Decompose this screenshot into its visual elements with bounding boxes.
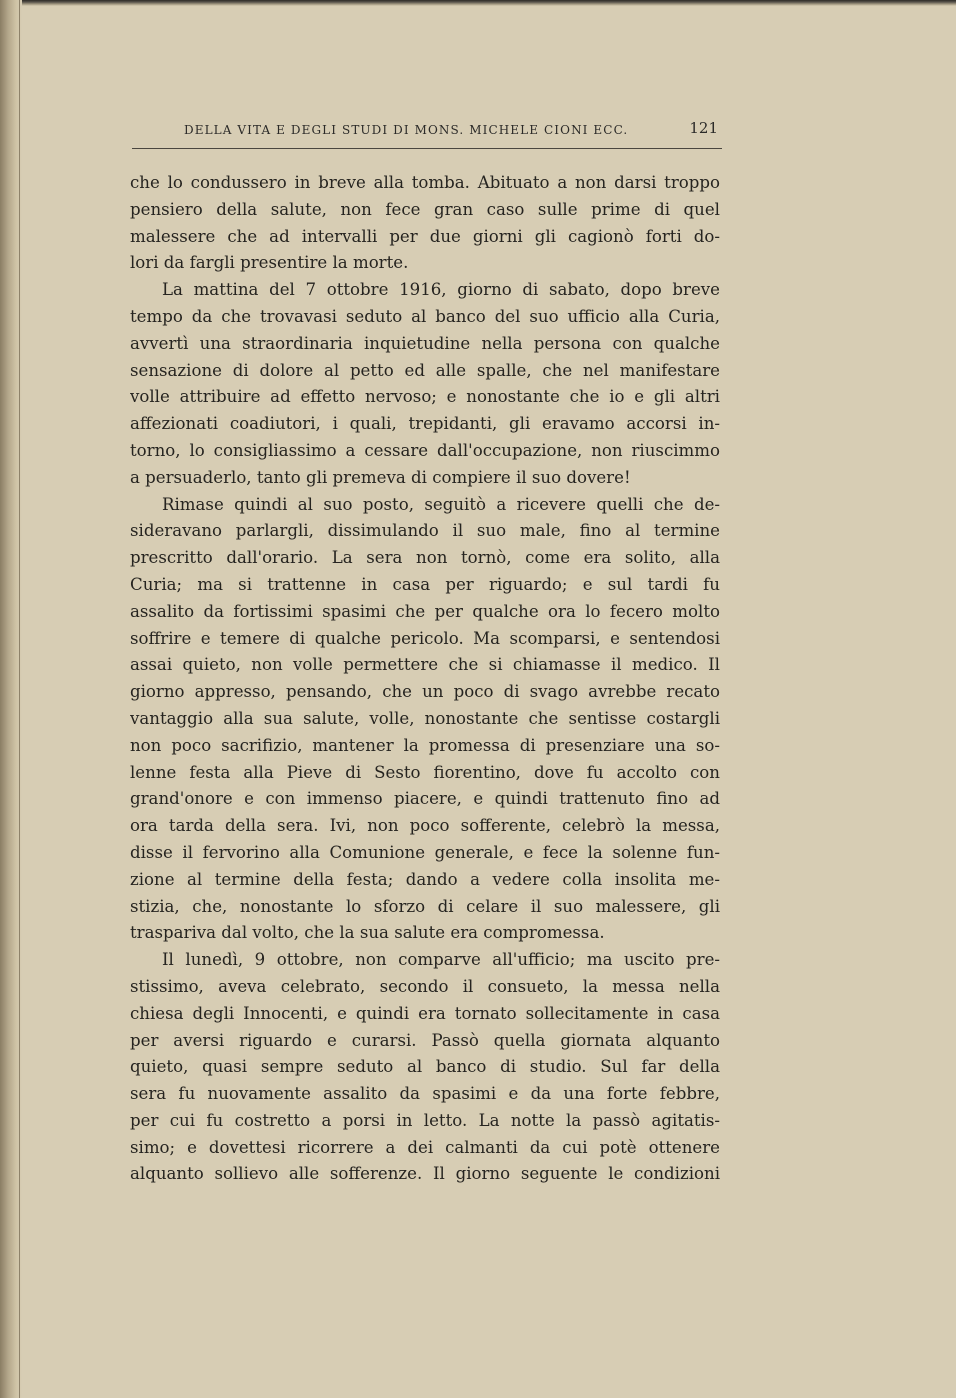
text-line: stissimo, aveva celebrato, secondo il consueto, la messa nella xyxy=(130,976,720,996)
text-line: malessere che ad intervalli per due giorni gli cagionò forti do- xyxy=(130,226,720,246)
text-line: avvertì una straordinaria inquietudine nella persona con qualche xyxy=(130,333,720,353)
text-line: lenne festa alla Pieve di Sesto fiorentino, dove fu accolto con xyxy=(130,762,720,782)
text-line: sensazione di dolore al petto ed alle spalle, che nel manifestare xyxy=(130,360,720,380)
text-line: lori da fargli presentire la morte. xyxy=(130,253,409,273)
paragraph-start: Il lunedì, 9 ottobre, non comparve all'ufficio; ma uscito pre- xyxy=(162,950,720,970)
text-line: stizia, che, nonostante lo sforzo di celare il suo malessere, gli xyxy=(130,896,720,916)
text-line: per cui fu costretto a porsi in letto. La notte la passò agitatis- xyxy=(130,1110,720,1130)
paragraph-start: La mattina del 7 ottobre 1916, giorno di sabato, dopo breve xyxy=(162,280,720,300)
running-title: DELLA VITA E DEGLI STUDI DI MONS. MICHELE CIONI ECC. xyxy=(184,123,629,137)
text-line: quieto, quasi sempre seduto al banco di studio. Sul far della xyxy=(130,1057,720,1077)
text-line: pensiero della salute, non fece gran caso sulle prime di quel xyxy=(130,199,720,219)
text-line: affezionati coadiutori, i quali, trepidanti, gli eravamo accorsi in- xyxy=(130,414,720,434)
text-line: alquanto sollievo alle sofferenze. Il giorno seguente le condizioni xyxy=(130,1164,720,1184)
body-text xyxy=(130,170,720,1188)
text-line: grand'onore e con immenso piacere, e quindi trattenuto fino ad xyxy=(130,789,720,809)
binding-line xyxy=(19,0,20,1398)
paragraph-start: Rimase quindi al suo posto, seguitò a ricevere quelli che de- xyxy=(162,494,720,514)
text-line: simo; e dovettesi ricorrere a dei calmanti da cui potè ottenere xyxy=(130,1137,720,1157)
text-line: ora tarda della sera. Ivi, non poco sofferente, celebrò la messa, xyxy=(130,816,720,836)
page-number: 121 xyxy=(689,119,718,137)
text-line: Curia; ma si trattenne in casa per riguardo; e sul tardi fu xyxy=(130,574,720,594)
text-line: zione al termine della festa; dando a vedere colla insolita me- xyxy=(130,869,720,889)
text-line: per aversi riguardo e curarsi. Passò quella giornata alquanto xyxy=(130,1030,720,1050)
text-line: giorno appresso, pensando, che un poco di svago avrebbe recato xyxy=(130,682,720,702)
text-line: traspariva dal volto, che la sua salute era compromessa. xyxy=(130,923,605,943)
page-top-edge xyxy=(0,0,956,6)
text-line: assalito da fortissimi spasimi che per qualche ora lo fecero molto xyxy=(130,601,720,621)
text-line: chiesa degli Innocenti, e quindi era tornato sollecitamente in casa xyxy=(130,1003,720,1023)
page-header xyxy=(132,119,722,141)
text-line: vantaggio alla sua salute, volle, nonostante che sentisse costargli xyxy=(130,708,720,728)
text-line: che lo condussero in breve alla tomba. Abituato a non darsi troppo xyxy=(130,173,720,192)
text-line: assai quieto, non volle permettere che si chiamasse il medico. Il xyxy=(130,655,720,675)
text-line: a persuaderlo, tanto gli premeva di compiere il suo dovere! xyxy=(130,467,631,487)
text-line: non poco sacrifizio, mantener la promessa di presenziare una so- xyxy=(130,735,720,755)
text-line: torno, lo consigliassimo a cessare dall'occupazione, non riuscimmo xyxy=(130,440,720,460)
text-line: soffrire e temere di qualche pericolo. Ma scomparsi, e sentendosi xyxy=(130,628,720,648)
header-rule xyxy=(132,148,722,149)
text-line: disse il fervorino alla Comunione generale, e fece la solenne fun- xyxy=(130,842,720,862)
text-line: sera fu nuovamente assalito da spasimi e da una forte febbre, xyxy=(130,1084,720,1104)
text-line: volle attribuire ad effetto nervoso; e nonostante che io e gli altri xyxy=(130,387,720,407)
text-line: prescritto dall'orario. La sera non tornò, come era solito, alla xyxy=(130,548,720,568)
text-line: tempo da che trovavasi seduto al banco del suo ufficio alla Curia, xyxy=(130,306,720,326)
text-line: sideravano parlargli, dissimulando il suo male, fino al termine xyxy=(130,521,720,541)
